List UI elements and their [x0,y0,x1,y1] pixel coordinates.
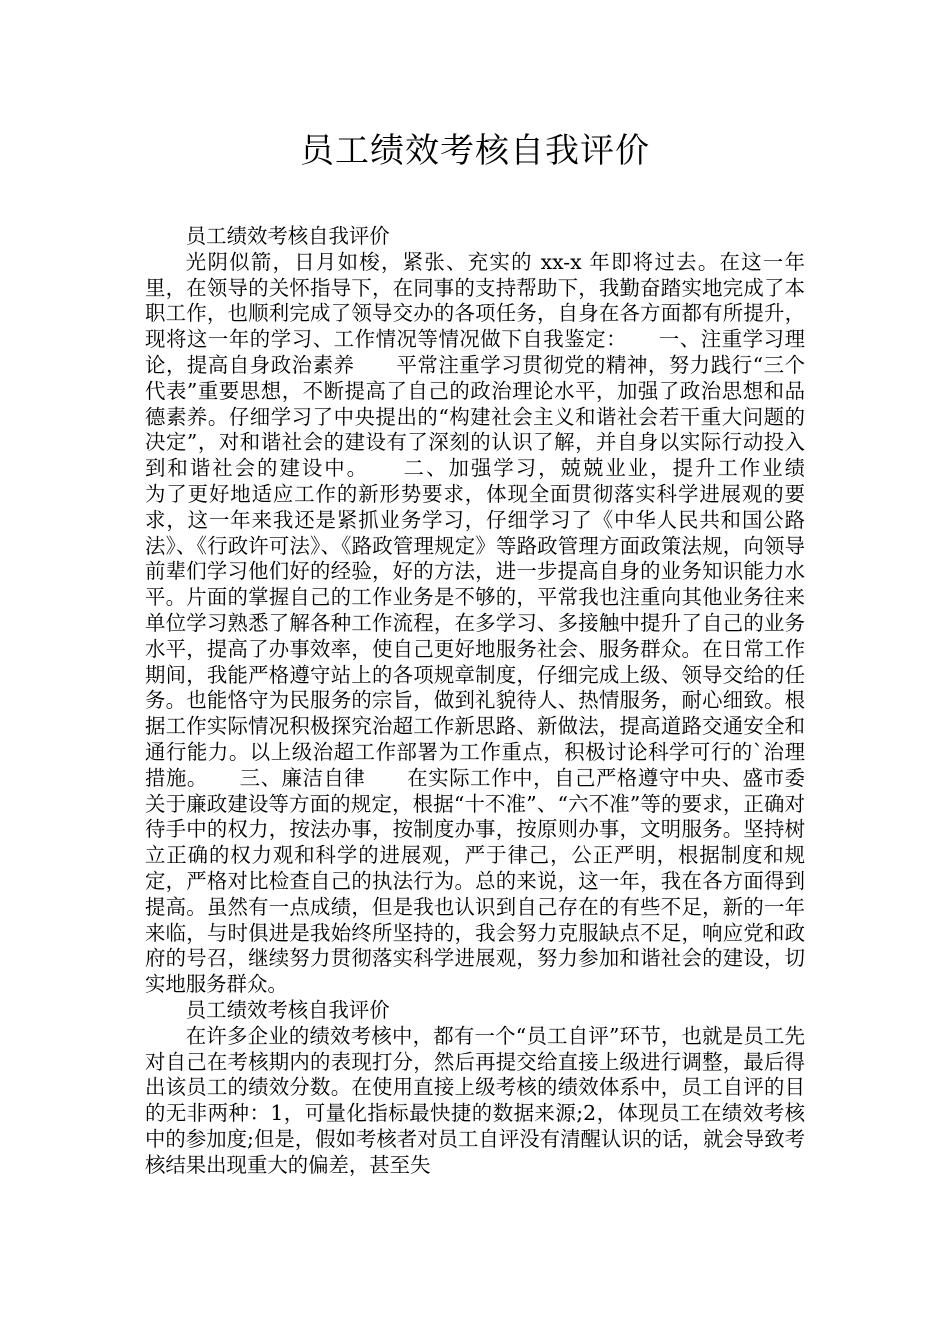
section-2-paragraph: 在许多企业的绩效考核中，都有一个“员工自评”环节，也就是员工先对自己在考核期内的表现打分，然后再提交给直接上级进行调整，最后得出该员工的绩效分数。在使用直接上级考核的绩效体系中，员工自评的目的无非两种：1，可量化指标最快捷的数据来源;2，体现员工在绩效考核中的参加度;但是，假如考核者对员工自评没有清醒认识的话，就会导致考核结果出现重大的偏差，甚至失 [145,1023,805,1177]
section-1-paragraph: 光阴似箭，日月如梭，紧张、充实的 xx-x 年即将过去。在这一年里，在领导的关怀指导下，在同事的支持帮助下，我勤奋踏实地完成了本职工作，也顺利完成了领导交办的各项任务，自身在各方面都有所提升，现将这一年的学习、工作情况等情况做下自我鉴定： 一、注重学习理论，提高自身政治素养 平常注重学习贯彻党的精神，努力践行“三个代表”重要思想，不断提高了自己的政治理论水平，加强了政治思想和品德素养。仔细学习了中央提出的“构建社会主义和谐社会若干重大问题的决定”，对和谐社会的建设有了深刻的认识了解，并自身以实际行动投入到和谐社会的建设中。 二、加强学习，兢兢业业，提升工作业绩 为了更好地适应工作的新形势要求，体现全面贯彻落实科学进展观的要求，这一年来我还是紧抓业务学习，仔细学习了《中华人民共和国公路法》、《行政许可法》、《路政管理规定》等路政管理方面政策法规，向领导前辈们学习他们好的经验，好的方法，进一步提高自身的业务知识能力水平。片面的掌握自己的工作业务是不够的，平常我也注重向其他业务往来单位学习熟悉了解各种工作流程，在多学习、多接触中提升了自己的业务水平，提高了办事效率，使自己更好地服务社会、服务群众。在日常工作期间，我能严格遵守站上的各项规章制度，仔细完成上级、领导交给的任务。也能恪守为民服务的宗旨，做到礼貌待人、热情服务，耐心细致。根据工作实际情况积极探究治超工作新思路、新做法，提高道路交通安全和通行能力。以上级治超工作部署为工作重点，积极讨论科学可行的`治理措施。 三、廉洁自律 在实际工作中，自己严格遵守中央、盛市委关于廉政建设等方面的规定，根据“十不准”、“六不准”等的要求，正确对待手中的权力，按法办事，按制度办事，按原则办事，文明服务。坚持树立正确的权力观和科学的进展观，严于律己，公正严明，根据制度和规定，严格对比检查自己的执法行为。总的来说，这一年，我在各方面得到提高。虽然有一点成绩，但是我也认识到自己存在的有些不足，新的一年来临，与时俱进是我始终所坚持的，我会努力克服缺点不足，响应党和政府的号召，继续努力贯彻落实科学进展观，努力参加和谐社会的建设，切实地服务群众。 [145,249,846,997]
section-1-heading: 员工绩效考核自我评价 [185,224,390,248]
document-title: 员工绩效考核自我评价 [300,131,650,171]
document-body [145,224,846,1178]
section-2-heading: 员工绩效考核自我评价 [185,997,390,1022]
